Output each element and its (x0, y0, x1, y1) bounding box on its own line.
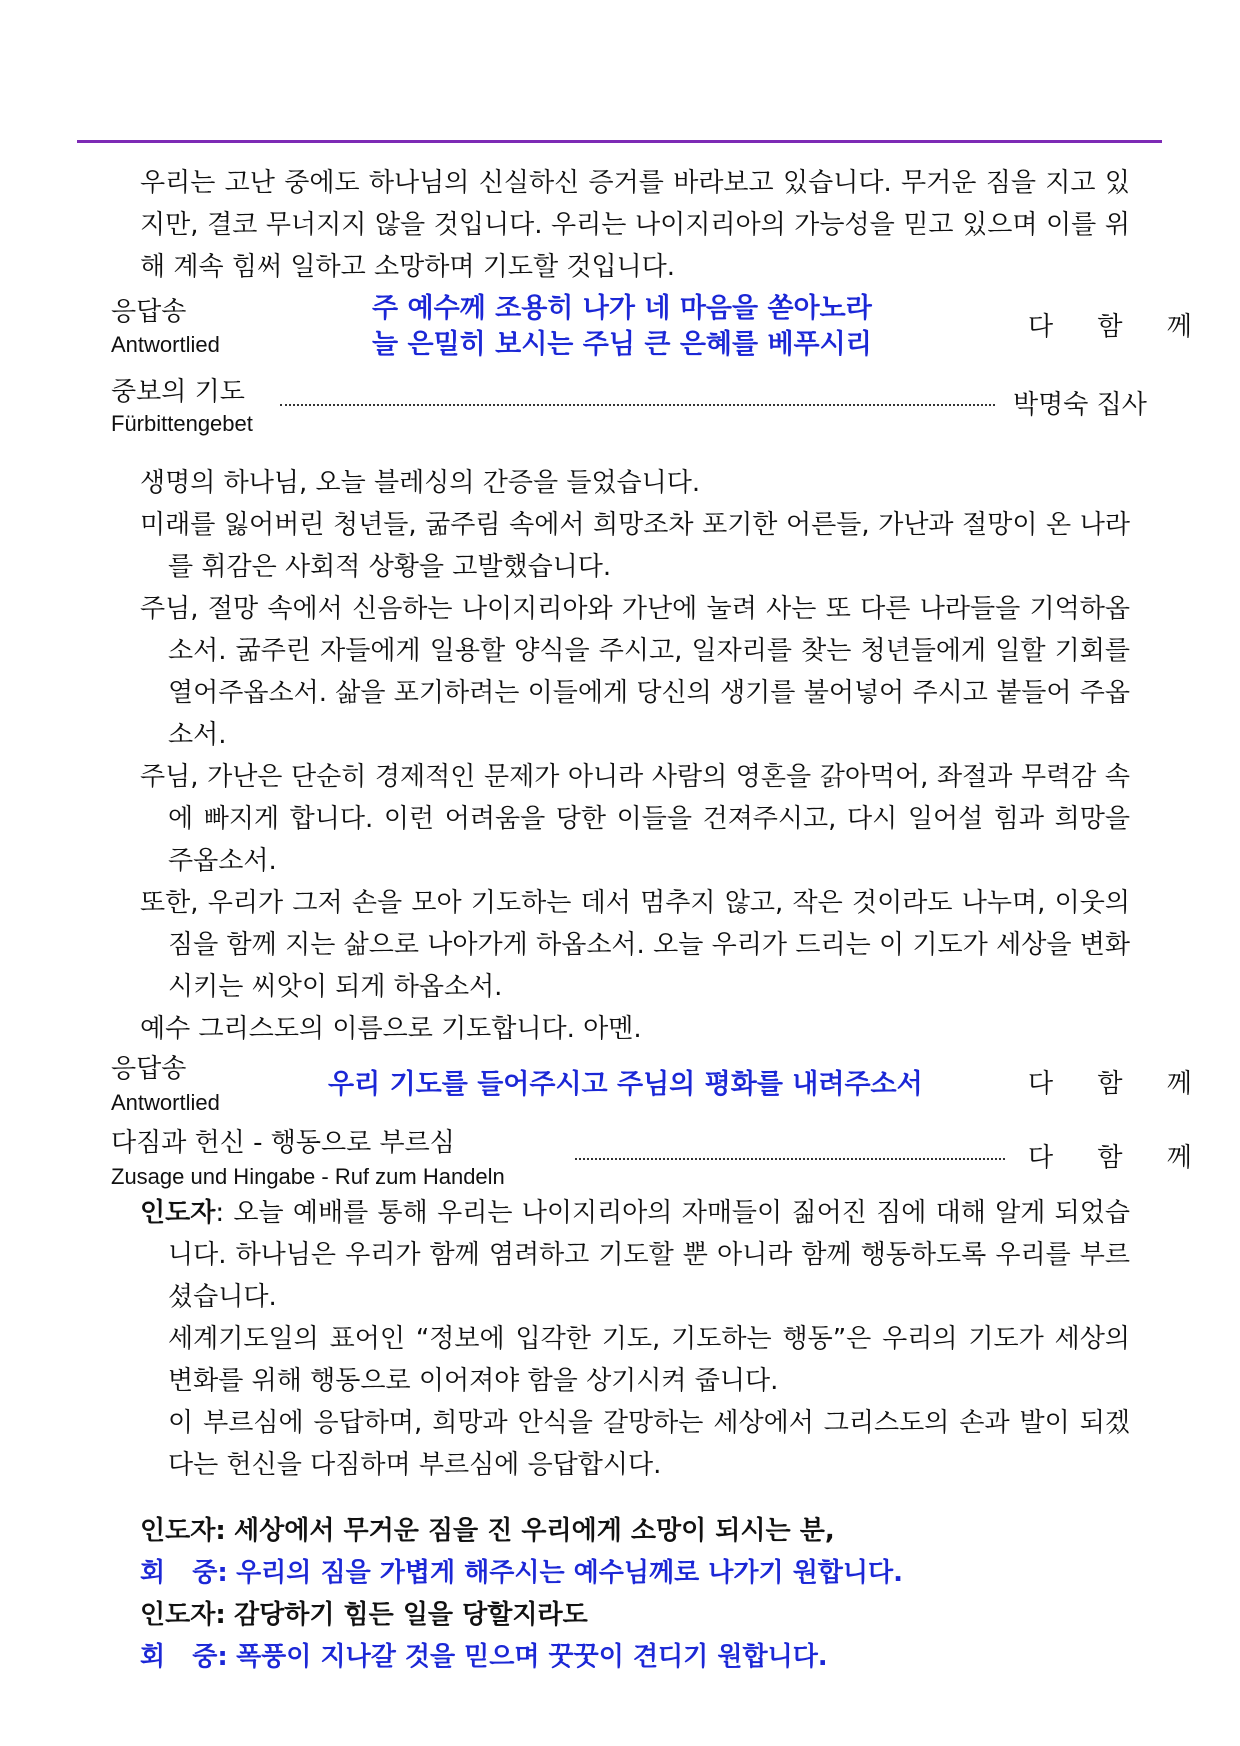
top-divider (77, 140, 1162, 143)
prayer-paragraph: 미래를 잃어버린 청년들, 굶주림 속에서 희망조차 포기한 어른들, 가난과 절망이 온 나라를 휘감은 사회적 상황을 고발했습니다. (140, 510, 1130, 582)
response-song-lyrics-line1: 주 예수께 조용히 나가 네 마음을 쏟아노라 (372, 293, 872, 324)
line-text: 감당하기 힘든 일을 당할지라도 (234, 1600, 588, 1630)
line-text: 우리의 짐을 가볍게 해주시는 예수님께로 나가기 원합니다. (236, 1558, 904, 1588)
response-song-title-de: Antwortlied (111, 332, 220, 357)
prayer-paragraph: 주님, 절망 속에서 신음하는 나이지리아와 가난에 눌려 사는 또 다른 나라들을 기억하옵소서. 굶주린 자들에게 일용할 양식을 주시고, 일자리를 찾는 청년들에게 일할 기회를 열어주옵소서. 삶을 포기하려는 이들에게 당신의 생기를 불어넣어 주시고 붙들어 주옵소서. (140, 594, 1130, 750)
prayer-paragraph: 생명의 하나님, 오늘 블레싱의 간증을 들었습니다. (140, 468, 701, 498)
speaker-label: 인도자: (140, 1516, 226, 1546)
prayer-paragraph: 예수 그리스도의 이름으로 기도합니다. 아멘. (140, 1014, 642, 1044)
responsive-line (140, 1552, 903, 1594)
commitment-performer: 다 함 께 (1028, 1143, 1210, 1173)
line-text: 폭풍이 지나갈 것을 믿으며 꿋꿋이 견디기 원합니다. (236, 1642, 828, 1672)
intercession-title-de: Fürbittengebet (111, 411, 253, 436)
commitment-title-de: Zusage und Hingabe - Ruf zum Handeln (111, 1164, 505, 1189)
responsive-line (140, 1594, 588, 1636)
leader-label: 인도자 (140, 1198, 216, 1228)
response-song-2-lyrics: 우리 기도를 들어주시고 주님의 평화를 내려주소서 (328, 1069, 923, 1100)
dotted-leader (280, 404, 995, 406)
response-song-2-performer: 다 함 께 (1028, 1069, 1210, 1099)
line-text: 세상에서 무거운 짐을 진 우리에게 소망이 되시는 분, (234, 1516, 835, 1546)
response-song-2-title-de: Antwortlied (111, 1090, 220, 1115)
responsive-line (140, 1510, 835, 1552)
intro-paragraph: 우리는 고난 중에도 하나님의 신실하신 증거를 바라보고 있습니다. 무거운 짐을 지고 있지만, 결코 무너지지 않을 것입니다. 우리는 나이지리아의 가능성을 믿고 있으며 이를 위해 계속 힘써 일하고 소망하며 기도할 것입니다. (140, 168, 1130, 282)
response-song-performer: 다 함 께 (1028, 312, 1210, 342)
intercession-title-ko: 중보의 기도 (111, 377, 245, 407)
intercession-leader: 박명숙 집사 (1013, 390, 1147, 420)
prayer-paragraph: 또한, 우리가 그저 손을 모아 기도하는 데서 멈추지 않고, 작은 것이라도 나누며, 이웃의 짐을 함께 지는 삶으로 나아가게 하옵소서. 오늘 우리가 드리는 이 기도가 세상을 변화시키는 씨앗이 되게 하옵소서. (140, 888, 1130, 1002)
response-song-2-title-ko: 응답송 (111, 1054, 187, 1084)
leader-paragraph: 인도자: 오늘 예배를 통해 우리는 나이지리아의 자매들이 짊어진 짐에 대해 알게 되었습니다. 하나님은 우리가 함께 염려하고 기도할 뿐 아니라 함께 행동하도록 우리를 부르셨습니다. (140, 1198, 1130, 1312)
commitment-leader-block (140, 1192, 1130, 1486)
response-song-title-ko: 응답송 (111, 297, 187, 327)
leader-paragraph: 이 부르심에 응답하며, 희망과 안식을 갈망하는 세상에서 그리스도의 손과 발이 되겠다는 헌신을 다짐하며 부르심에 응답합시다. (168, 1408, 1130, 1480)
dotted-leader (575, 1158, 1005, 1160)
speaker-label: 회 중: (140, 1558, 228, 1588)
prayer-paragraph: 주님, 가난은 단순히 경제적인 문제가 아니라 사람의 영혼을 갉아먹어, 좌절과 무력감 속에 빠지게 합니다. 이런 어려움을 당한 이들을 건져주시고, 다시 일어설 힘과 희망을 주옵소서. (140, 762, 1130, 876)
responsive-line (140, 1636, 828, 1678)
leader-paragraph: 세계기도일의 표어인 “정보에 입각한 기도, 기도하는 행동”은 우리의 기도가 세상의 변화를 위해 행동으로 이어져야 함을 상기시켜 줍니다. (168, 1324, 1130, 1396)
speaker-label: 회 중: (140, 1642, 228, 1672)
response-song-lyrics-line2: 늘 은밀히 보시는 주님 큰 은혜를 베푸시리 (372, 329, 872, 360)
speaker-label: 인도자: (140, 1600, 226, 1630)
intercession-prayer (140, 462, 1130, 1050)
commitment-title-ko: 다짐과 헌신 - 행동으로 부르심 (111, 1128, 455, 1158)
